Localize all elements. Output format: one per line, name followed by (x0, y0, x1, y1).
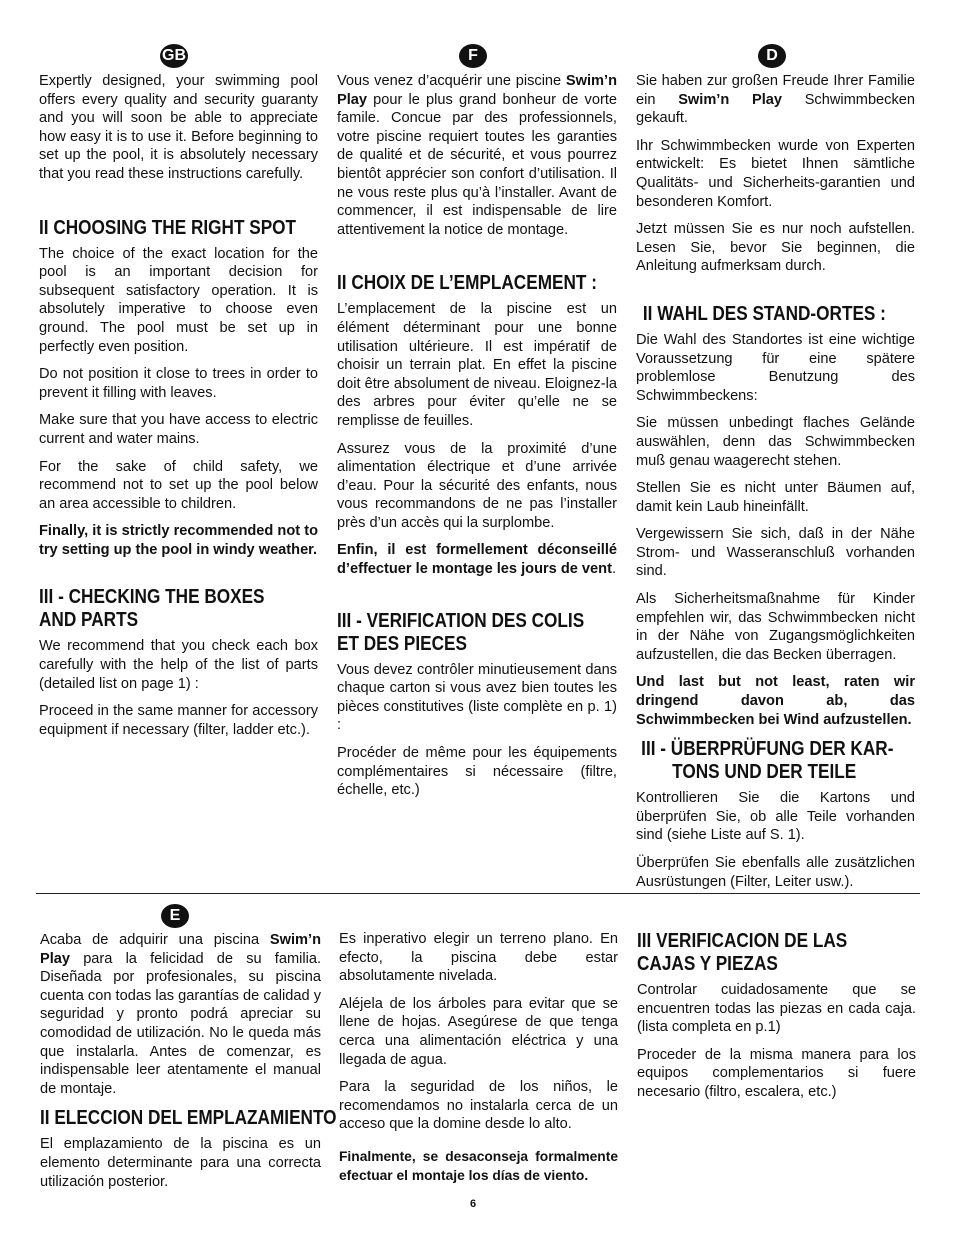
de-heading-check-line-2: TONS UND DER TEILE (672, 761, 857, 784)
es-spot-paragraph-3: Aléjela de los árboles para evitar que se llene de hojas. Asegúrese de que tenga cerca una alimentación eléctrica y una llegada de agua. (339, 995, 618, 1068)
fr-heading-spot: II CHOIX DE L’EMPLACEMENT : (337, 272, 597, 295)
de-spot-paragraph-1: Die Wahl des Standortes ist eine wichtige Voraussetzung für eine spätere problemlose Benutzung des Schwimmbeckens: (636, 331, 915, 404)
de-intro-paragraph-2: Ihr Schwimmbecken wurde von Experten entwickelt: Es bietet Ihnen sämtliche Qualitäts- und Sicherheits-garantien und besonderen Komfort. (636, 137, 915, 210)
gb-spot-paragraph-3: Make sure that you have access to electric current and water mains. (39, 412, 318, 447)
fr-intro: Vous venez d’acquérir une piscine Swim’n Play pour le plus grand bonheur de vorte famile. Concue par des professionnels, votre piscine requiert toutes les garanties de qualité et de sécurité, et vous pourrez bientôt apprécier son confort d’utilisation. Il ne vous reste plus qu’à l’installer. Avant de commencer, il est indispensable de lire attentivement la notice de montage. (337, 73, 617, 238)
es-spot-paragraph-1: El emplazamiento de la piscina es un elemento determinante para una correcta utilización posterior. (40, 1136, 321, 1190)
language-badge-d: D (758, 44, 786, 68)
fr-heading-check-line-2: ET DES PIECES (337, 632, 467, 655)
language-badge-e: E (161, 904, 189, 928)
de-spot-paragraph-5: Als Sicherheitsmaßnahme für Kinder empfehlen wir, das Schwimmbecken nicht in der Nähe von Zugangsmöglichkeiten aufzustellen, die das Becken überragen. (636, 591, 915, 663)
de-spot-warning: Und last but not least, raten wir dringend davon ab, das Schwimmbecken bei Wind aufzustellen. (636, 674, 915, 728)
es-heading-check-line-2: CAJAS Y PIEZAS (637, 953, 778, 975)
gb-intro: Expertly designed, your swimming pool offers every quality and security guaranty and you will soon be able to appreciate how easy it is to use it. Before beginning to set up the pool, it is absolutely necessary that you read these instructions carefully. (39, 73, 318, 182)
spanish-column-3 (637, 930, 916, 1111)
spanish-column-2 (339, 930, 618, 1194)
page-number: 6 (470, 1198, 477, 1210)
french-column (337, 72, 617, 809)
de-check-paragraph-2: Überprüfen Sie ebenfalls alle zusätzlichen Ausrüstungen (Filter, Leiter usw.). (636, 855, 915, 890)
es-spot-paragraph-4: Para la seguridad de los niños, le recomendamos no instalarla cerca de un acceso que la domine desde lo alto. (339, 1079, 618, 1133)
es-check-paragraph-2: Proceder de la misma manera para los equipos complementarios si fuere necesario (filtro, escalera, etc.) (637, 1046, 916, 1100)
fr-check-paragraph-2: Procéder de même pour les équipements complémentaires si nécessaire (filtre, échelle, etc.) (337, 745, 617, 799)
language-badge-gb: GB (160, 44, 188, 68)
fr-spot-warning: Enfin, il est formellement déconseillé d’effectuer le montage les jours de vent. (337, 542, 617, 578)
gb-spot-paragraph-2: Do not position it close to trees in order to prevent it filling with leaves. (39, 366, 318, 401)
fr-check-paragraph-1: Vous devez contrôler minutieusement dans chaque carton si vous avez bien toutes les pièces constitutives (liste complète en p. 1) : (337, 661, 617, 734)
es-check-paragraph-1: Controlar cuidadosamente que se encuentren todas las piezas en cada caja. (lista completa en p.1) (637, 982, 916, 1036)
es-brand-name: Swim’n Play (40, 932, 321, 967)
de-heading-check-line-1: III - ÜBERPRÜFUNG DER KAR- (641, 738, 894, 761)
de-heading-spot: II WAHL DES STAND-ORTES : (642, 302, 886, 325)
german-column (636, 72, 915, 900)
fr-spot-paragraph-1: L’emplacement de la piscine est un élément déterminant pour une bonne utilisation ultérieure. Il est impératif de choisir un terrain plat. En effet la piscine doit être absolument de niveau. Eloignez-la des arbres pour éviter qu’elle ne se remplisse de feuilles. (337, 301, 617, 429)
english-column (39, 72, 318, 748)
de-intro-paragraph-3: Jetzt müssen Sie es nur noch aufstellen. Lesen Sie, bevor Sie beginnen, die Anleitung aufmerksam durch. (636, 221, 915, 275)
gb-check-paragraph-1: We recommend that you check each box carefully with the help of the list of parts (detailed list on page 1) : (39, 638, 318, 692)
gb-spot-paragraph-1: The choice of the exact location for the pool is an important decision for subsequent satisfactory operation. It is absolutely imperative to choose even ground. The pool must be set up in perfectly even position. (39, 245, 318, 355)
gb-spot-warning: Finally, it is strictly recommended not to try setting up the pool in windy weather. (39, 523, 318, 558)
gb-heading-check-line-2: AND PARTS (39, 609, 139, 632)
fr-brand-name: Swim’n Play (337, 73, 617, 108)
language-badge-f: F (459, 44, 487, 68)
de-intro: Sie haben zur großen Freude Ihrer Familie ein Swim’n Play Schwimmbecken gekauft. (636, 73, 916, 127)
es-heading-check-line-1: III VERIFICACION DE LAS (637, 930, 848, 952)
es-heading-spot: II ELECCION DEL EMPLAZAMIENTO (40, 1107, 337, 1130)
de-spot-paragraph-3: Stellen Sie es nicht unter Bäumen auf, damit kein Laub hineinfällt. (636, 480, 915, 515)
de-spot-paragraph-4: Vergewissern Sie sich, daß in der Nähe Strom- und Wasseranschluß vorhanden sind. (636, 526, 915, 580)
de-check-paragraph-1: Kontrollieren Sie die Kartons und überprüfen Sie, ob alle Teile vorhanden sind (siehe Liste auf S. 1). (636, 790, 915, 844)
gb-heading-spot: II CHOOSING THE RIGHT SPOT (39, 216, 297, 239)
de-spot-paragraph-2: Sie müssen unbedingt flaches Gelände auswählen, denn das Schwimmbecken muß genau waagerecht stehen. (636, 415, 915, 469)
fr-spot-paragraph-2: Assurez vous de la proximité d’une alimentation électrique et d’une arrivée d’eau. Pour la sécurité des enfants, nous vous recommandons de ne pas l’installer près d’un accès qui la surplombe. (337, 440, 617, 531)
es-spot-warning: Finalmente, se desaconseja formalmente efectuar el montaje los días de viento. (339, 1148, 618, 1183)
fr-heading-check-line-1: III - VERIFICATION DES COLIS (337, 609, 585, 632)
section-divider (36, 893, 920, 894)
gb-spot-paragraph-4: For the sake of child safety, we recommend not to set up the pool below an area accessible to children. (39, 458, 318, 512)
es-spot-paragraph-2: Es inperativo elegir un terreno plano. En efecto, la piscina debe estar absolutamente nivelada. (339, 931, 618, 985)
gb-check-paragraph-2: Proceed in the same manner for accessory equipment if necessary (filter, ladder etc.). (39, 703, 318, 738)
es-intro: Acaba de adquirir una piscina Swim’n Play para la felicidad de su familia. Diseñada por profesionales, su piscina cuenta con todas las garantías de calidad y seguridad y pronto podrá apreciar su comodidad de utilización. No le queda más que instalarla. Antes de comenzar, es indispensable leer atentamente el manual de montaje. (40, 932, 321, 1097)
de-brand-name: Swim’n Play (678, 91, 782, 108)
spanish-column-1 (40, 931, 337, 1200)
gb-heading-check-line-1: III - CHECKING THE BOXES (39, 586, 265, 609)
